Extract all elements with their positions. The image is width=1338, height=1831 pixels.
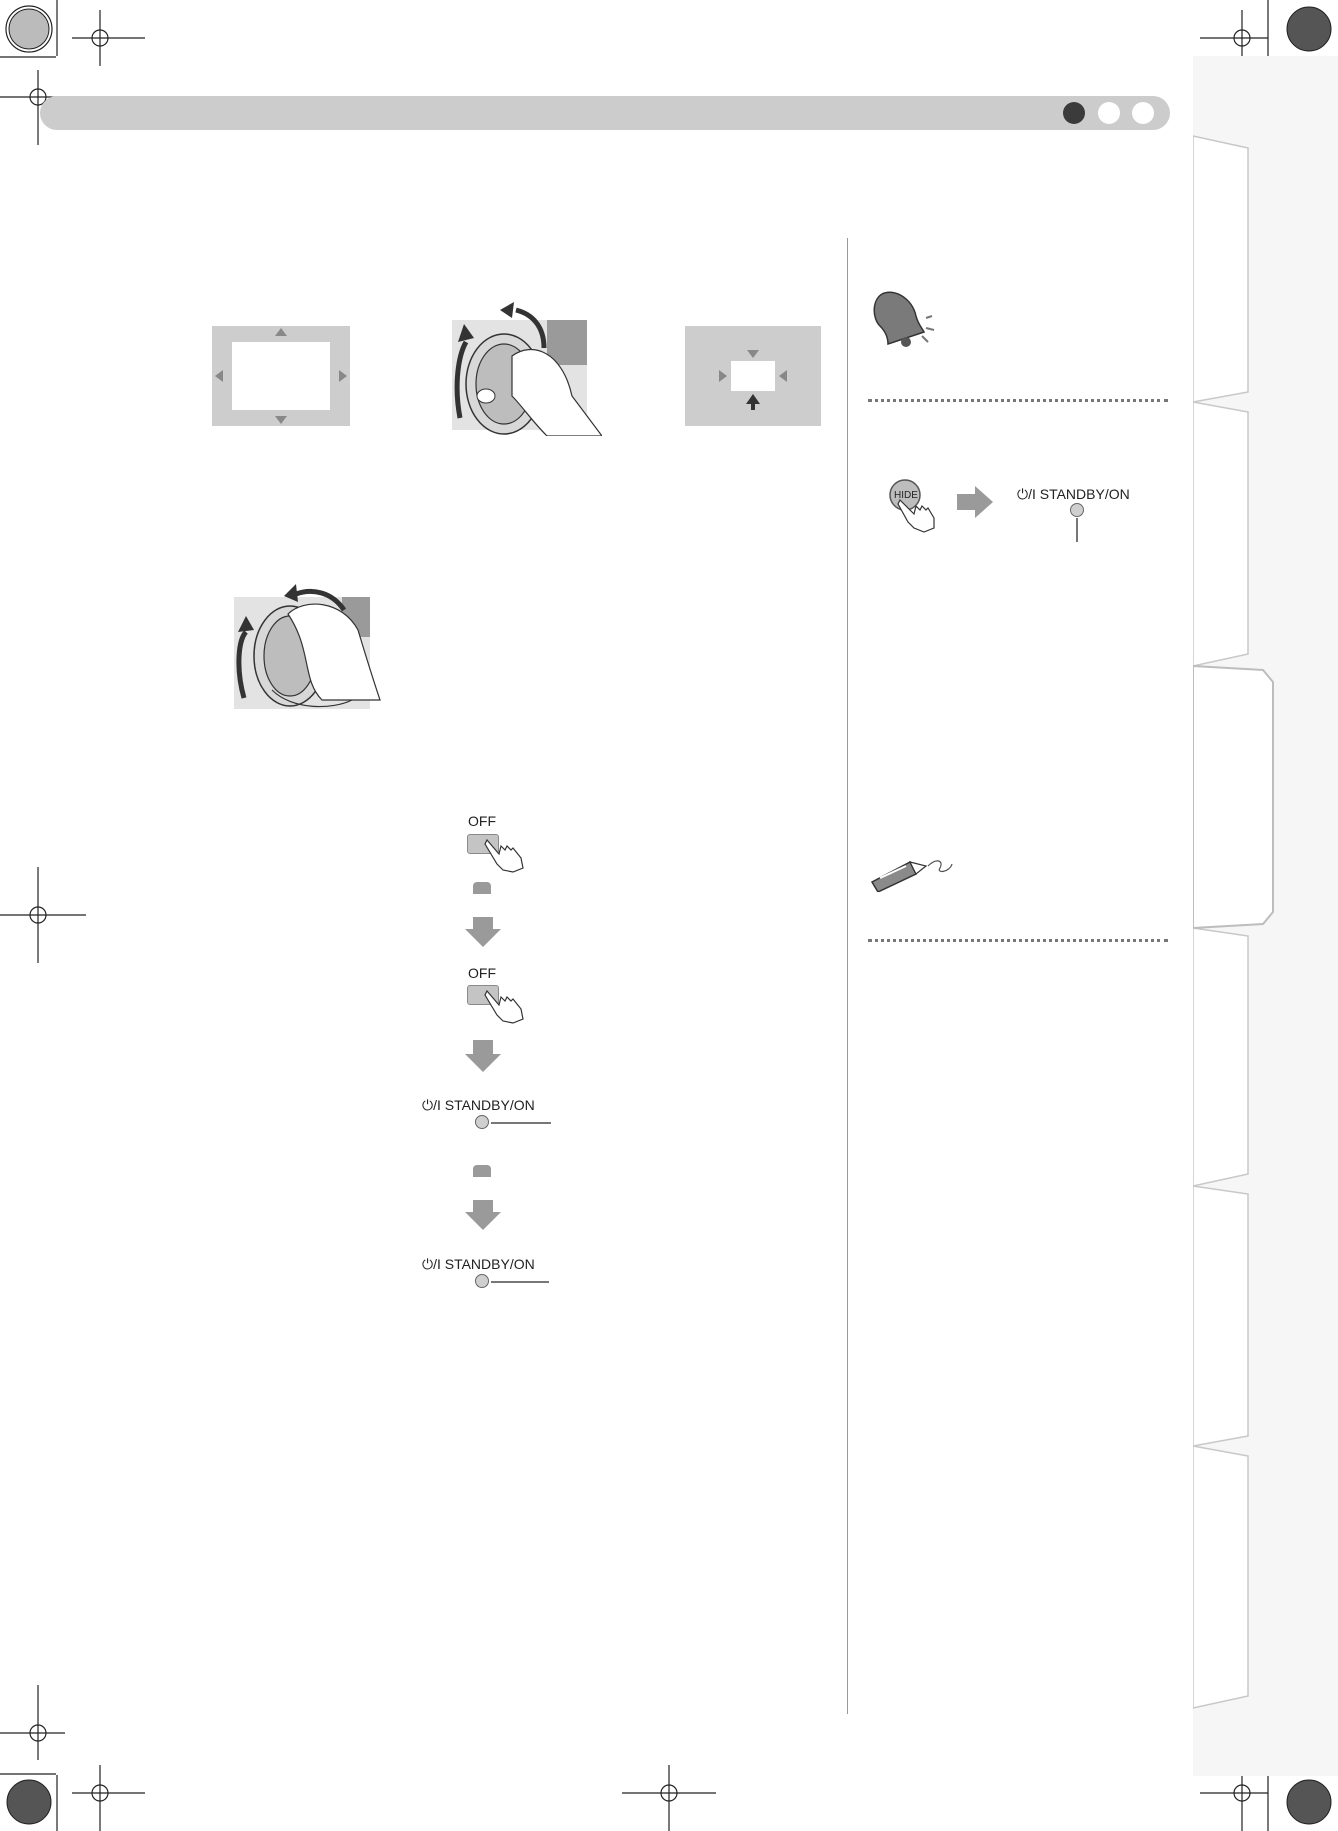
expand-arrows <box>212 326 350 426</box>
bell-icon <box>868 288 936 350</box>
standby-side-indicator <box>1070 503 1084 517</box>
side-tabs <box>1193 56 1338 1776</box>
arrow-down-icon <box>465 917 501 947</box>
column-divider <box>847 238 848 1714</box>
arrow-right-icon <box>957 486 993 518</box>
pointing-hand-icon <box>483 985 528 1025</box>
hide-button-figure <box>888 478 940 534</box>
header-dot-2 <box>1098 102 1120 124</box>
header-dot-1 <box>1063 102 1085 124</box>
standby-indicator-1 <box>475 1115 489 1129</box>
off-label-2: OFF <box>468 965 496 981</box>
off-label-1: OFF <box>468 813 496 829</box>
arrow-down-icon <box>465 1040 501 1072</box>
standby-side-indicator-line <box>1076 518 1078 542</box>
lens-focus-ring-figure <box>232 570 382 712</box>
pencil-icon <box>870 856 954 892</box>
standby-side-label: ⏻/I STANDBY/ON <box>1017 486 1130 502</box>
status-block-2 <box>473 1165 491 1177</box>
standby-indicator-line-1 <box>491 1122 551 1124</box>
dotted-separator-2 <box>868 939 1168 942</box>
standby-indicator-line-2 <box>491 1281 549 1283</box>
standby-label-2: ⏻/I STANDBY/ON <box>422 1256 535 1272</box>
lens-zoom-ring-figure <box>452 296 602 436</box>
header-dot-3 <box>1132 102 1154 124</box>
pointing-hand-icon <box>483 834 528 874</box>
dotted-separator-1 <box>868 399 1168 402</box>
shrink-arrows <box>685 326 821 426</box>
hide-button-label[interactable]: HIDE <box>894 490 918 501</box>
section-header-bar <box>40 96 1170 130</box>
status-block-1 <box>473 882 491 894</box>
arrow-down-icon <box>465 1200 501 1230</box>
standby-indicator-2 <box>475 1274 489 1288</box>
standby-label-1: ⏻/I STANDBY/ON <box>422 1097 535 1113</box>
